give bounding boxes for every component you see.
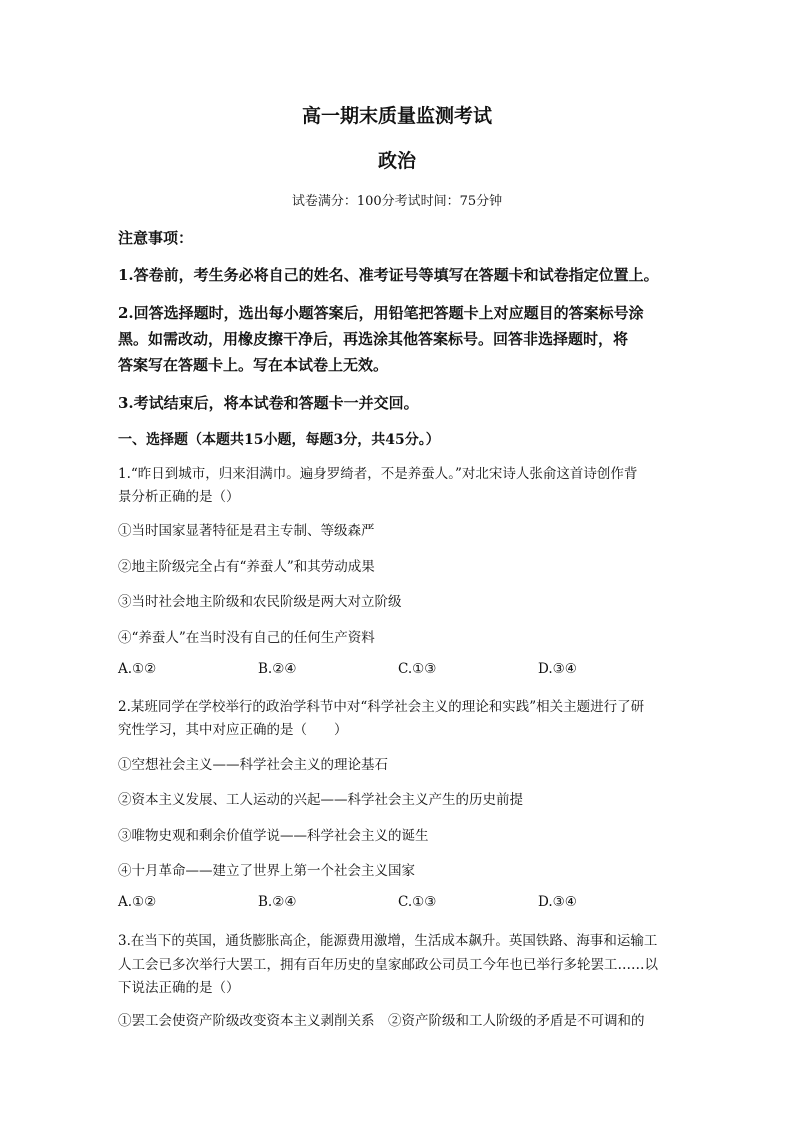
q1-option-b: B.②④ xyxy=(258,661,297,677)
exam-title: 高一期末质量监测考试 xyxy=(301,105,492,127)
q1-statement-3: ③当时社会地主阶级和农民阶级是两大对立阶级 xyxy=(118,594,402,610)
q2-option-b: B.②④ xyxy=(258,894,297,910)
q3-stem-line-2: 人工会已多次举行大罢工，拥有百年历史的皇家邮政公司员工今年也已举行多轮罢工……以 xyxy=(118,957,658,973)
q1-statement-4: ④“养蚕人”在当时没有自己的任何生产资料 xyxy=(118,630,375,646)
subject-title: 政治 xyxy=(377,150,416,172)
q3-statement-1-2: ①罢工会使资产阶级改变资本主义剥削关系 ②资产阶级和工人阶级的矛盾是不可调和的 xyxy=(118,1013,645,1029)
q2-statement-4: ④十月革命——建立了世界上第一个社会主义国家 xyxy=(118,863,415,879)
q1-stem-line-1: 1.“昨日到城市，归来泪满巾。遍身罗绮者，不是养蚕人。”对北宋诗人张俞这首诗创作背 xyxy=(118,466,638,482)
q2-stem-line-2: 究性学习，其中对应正确的是（ ） xyxy=(118,722,348,738)
notice-item-2-line-1: 2.回答选择题时，选出每小题答案后，用铅笔把答题卡上对应题目的答案标号涂 xyxy=(118,304,644,322)
q1-statement-1: ①当时国家显著特征是君主专制、等级森严 xyxy=(118,523,375,539)
q2-statement-2: ②资本主义发展、工人运动的兴起——科学社会主义产生的历史前提 xyxy=(118,792,523,808)
q2-option-a: A.①② xyxy=(118,894,157,910)
q3-stem-line-3: 下说法正确的是（） xyxy=(118,980,240,996)
q3-stem-line-1: 3.在当下的英国，通货膨胀高企，能源费用激增，生活成本飙升。英国铁路、海事和运输工 xyxy=(118,933,658,949)
q2-statement-1: ①空想社会主义——科学社会主义的理论基石 xyxy=(118,757,388,773)
notice-item-1: 1.答卷前，考生务必将自己的姓名、准考证号等填写在答题卡和试卷指定位置上。 xyxy=(118,266,659,284)
section-heading: 一、选择题（本题共15小题，每题3分，共45分。） xyxy=(118,432,440,448)
notice-item-2-line-3: 答案写在答题卡上。写在本试卷上无效。 xyxy=(118,356,389,374)
exam-meta: 试卷满分：100分考试时间：75分钟 xyxy=(291,194,503,209)
q2-statement-3: ③唯物史观和剩余价值学说——科学社会主义的诞生 xyxy=(118,828,429,844)
q1-stem-line-2: 景分析正确的是（） xyxy=(118,489,240,505)
q2-option-c: C.①③ xyxy=(398,894,437,910)
q2-stem-line-1: 2.某班同学在学校举行的政治学科节中对“科学社会主义的理论和实践”相关主题进行了研 xyxy=(118,699,645,715)
q1-option-c: C.①③ xyxy=(398,661,437,677)
q1-option-a: A.①② xyxy=(118,661,157,677)
q1-option-d: D.③④ xyxy=(538,661,577,677)
q1-statement-2: ②地主阶级完全占有“养蚕人”和其劳动成果 xyxy=(118,559,375,575)
notice-item-3: 3.考试结束后，将本试卷和答题卡一并交回。 xyxy=(118,394,419,412)
q2-option-d: D.③④ xyxy=(538,894,577,910)
notice-item-2-line-2: 黑。如需改动，用橡皮擦干净后，再选涂其他答案标号。回答非选择题时，将 xyxy=(118,330,629,348)
notice-heading: 注意事项： xyxy=(118,229,194,247)
